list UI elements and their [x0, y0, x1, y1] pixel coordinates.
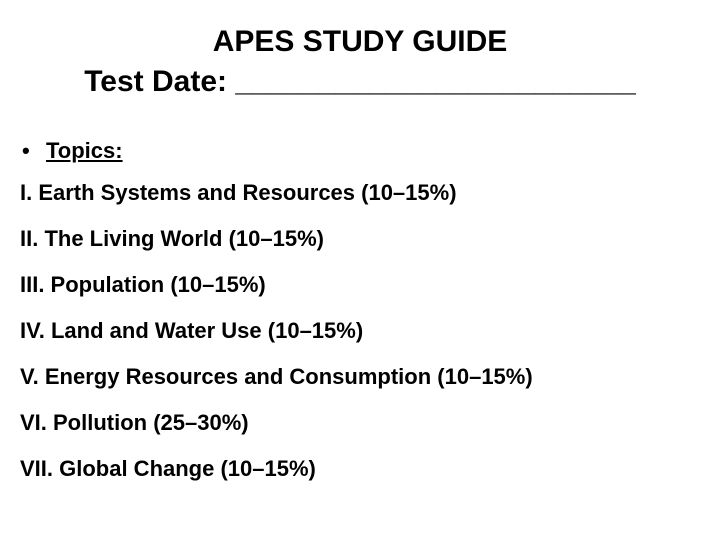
page-title: APES STUDY GUIDE	[212, 25, 508, 58]
topics-heading-label: Topics:	[46, 138, 123, 163]
topic-item-3: III. Population (10–15%)	[20, 272, 266, 297]
topic-item-2: II. The Living World (10–15%)	[20, 226, 324, 251]
topic-item-4: IV. Land and Water Use (10–15%)	[20, 318, 364, 343]
test-date-line: Test Date: ________________________	[84, 65, 636, 98]
topic-item-1: I. Earth Systems and Resources (10–15%)	[20, 180, 457, 205]
topics-heading	[22, 132, 710, 170]
title-block	[0, 22, 720, 102]
bullet-icon: •	[22, 138, 30, 163]
topics-section	[20, 132, 710, 492]
topic-item-6: VI. Pollution (25–30%)	[20, 410, 249, 435]
topic-item-7: VII. Global Change (10–15%)	[20, 456, 316, 481]
topic-item-5: V. Energy Resources and Consumption (10–15%)	[20, 364, 533, 389]
